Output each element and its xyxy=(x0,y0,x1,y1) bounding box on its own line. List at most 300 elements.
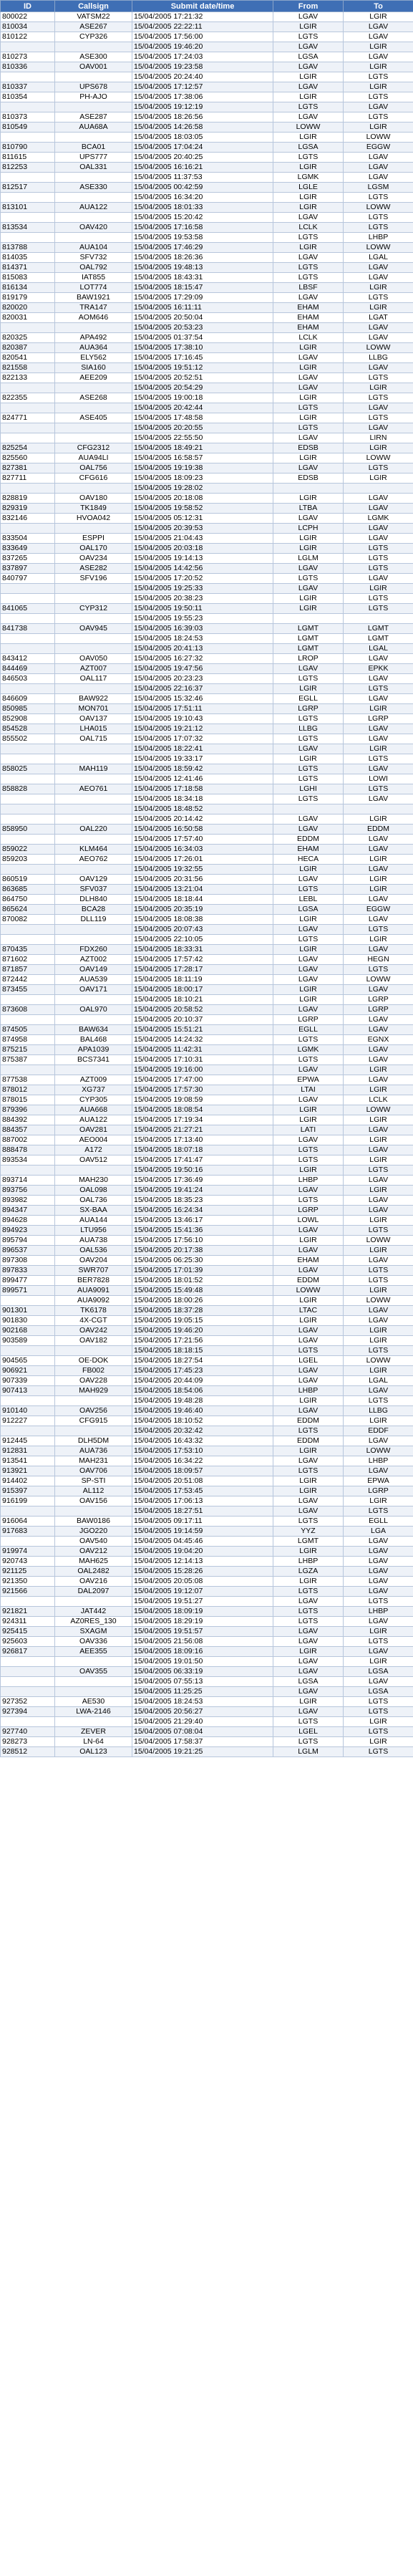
cell-submit-datetime: 15/04/2005 19:48:13 xyxy=(132,263,273,273)
cell-to: LGIR xyxy=(344,303,413,313)
table-row[interactable] xyxy=(1,92,413,102)
table-row[interactable] xyxy=(1,1456,413,1466)
table-row[interactable] xyxy=(1,1657,413,1667)
cell-to: LGAV xyxy=(344,173,413,183)
cell-submit-datetime: 15/04/2005 21:04:43 xyxy=(132,534,273,544)
cell-submit-datetime: 15/04/2005 22:55:50 xyxy=(132,433,273,443)
cell-id xyxy=(1,804,55,814)
cell-from: LGAV xyxy=(273,1687,344,1697)
cell-from: LGSA xyxy=(273,1677,344,1687)
cell-from: LGAV xyxy=(273,293,344,303)
table-row[interactable] xyxy=(1,233,413,243)
table-row[interactable] xyxy=(1,965,413,975)
table-row[interactable] xyxy=(1,945,413,955)
table-row[interactable] xyxy=(1,1035,413,1045)
table-row[interactable] xyxy=(1,1697,413,1707)
table-row[interactable] xyxy=(1,1286,413,1296)
cell-submit-datetime: 15/04/2005 19:21:25 xyxy=(132,1747,273,1757)
cell-from: LGIR xyxy=(273,72,344,82)
cell-callsign: AUA9092 xyxy=(55,1296,132,1306)
table-row[interactable] xyxy=(1,1376,413,1386)
cell-to: LGAV xyxy=(344,163,413,173)
cell-id xyxy=(1,383,55,393)
table-row[interactable] xyxy=(1,794,413,804)
table-row[interactable] xyxy=(1,223,413,233)
table-row[interactable] xyxy=(1,1506,413,1517)
table-row[interactable] xyxy=(1,393,413,403)
cell-from: LOWW xyxy=(273,1286,344,1296)
table-row[interactable] xyxy=(1,664,413,674)
table-row[interactable] xyxy=(1,1677,413,1687)
cell-from: LGTS xyxy=(273,1155,344,1166)
table-row[interactable] xyxy=(1,995,413,1005)
column-header-callsign[interactable]: Callsign xyxy=(55,1,132,12)
cell-from: LGTS xyxy=(273,1617,344,1627)
cell-id: 819179 xyxy=(1,293,55,303)
cell-to: LOWW xyxy=(344,1446,413,1456)
cell-callsign: DLH5DM xyxy=(55,1436,132,1446)
cell-to: LGAV xyxy=(344,1256,413,1266)
cell-from: LHBP xyxy=(273,1557,344,1567)
table-row[interactable] xyxy=(1,383,413,393)
table-row[interactable] xyxy=(1,423,413,433)
cell-submit-datetime: 15/04/2005 14:24:32 xyxy=(132,1035,273,1045)
table-row[interactable] xyxy=(1,544,413,554)
table-row[interactable] xyxy=(1,744,413,754)
table-row[interactable] xyxy=(1,403,413,413)
table-row[interactable] xyxy=(1,1737,413,1747)
cell-callsign xyxy=(55,383,132,393)
cell-from: LGMK xyxy=(273,173,344,183)
cell-submit-datetime: 15/04/2005 17:07:32 xyxy=(132,734,273,744)
cell-to: LGIR xyxy=(344,1366,413,1376)
table-row[interactable] xyxy=(1,694,413,704)
cell-submit-datetime: 15/04/2005 16:34:20 xyxy=(132,193,273,203)
cell-from: EDDM xyxy=(273,1276,344,1286)
cell-submit-datetime: 15/04/2005 18:10:52 xyxy=(132,1416,273,1426)
table-row[interactable] xyxy=(1,1326,413,1336)
table-row[interactable] xyxy=(1,173,413,183)
table-row[interactable] xyxy=(1,1085,413,1095)
table-row[interactable] xyxy=(1,1607,413,1617)
table-row[interactable] xyxy=(1,835,413,845)
table-row[interactable] xyxy=(1,463,413,474)
table-row[interactable] xyxy=(1,1196,413,1206)
table-row[interactable] xyxy=(1,333,413,343)
table-row[interactable] xyxy=(1,193,413,203)
table-row[interactable] xyxy=(1,1476,413,1486)
table-row[interactable] xyxy=(1,1216,413,1226)
cell-submit-datetime: 15/04/2005 20:38:23 xyxy=(132,594,273,604)
column-header-to[interactable]: To xyxy=(344,1,413,12)
table-row[interactable] xyxy=(1,1587,413,1597)
cell-to: LGTS xyxy=(344,1506,413,1517)
table-row[interactable] xyxy=(1,1125,413,1135)
table-row[interactable] xyxy=(1,1416,413,1426)
cell-from: EHAM xyxy=(273,303,344,313)
cell-to: LGMK xyxy=(344,514,413,524)
table-row[interactable] xyxy=(1,484,413,494)
table-row[interactable] xyxy=(1,102,413,112)
table-row[interactable] xyxy=(1,1145,413,1155)
table-row[interactable] xyxy=(1,1075,413,1085)
cell-submit-datetime: 15/04/2005 06:25:30 xyxy=(132,1256,273,1266)
cell-callsign: AEO761 xyxy=(55,784,132,794)
table-row[interactable] xyxy=(1,1005,413,1015)
table-row[interactable] xyxy=(1,804,413,814)
cell-from: LGAV xyxy=(273,1657,344,1667)
cell-from: LGIR xyxy=(273,363,344,373)
table-row[interactable] xyxy=(1,604,413,614)
table-row[interactable] xyxy=(1,654,413,664)
cell-callsign xyxy=(55,1426,132,1436)
cell-submit-datetime: 15/04/2005 17:46:29 xyxy=(132,243,273,253)
cell-callsign: KLM464 xyxy=(55,845,132,855)
cell-to: LOWW xyxy=(344,133,413,143)
cell-to: LGAL xyxy=(344,1376,413,1386)
table-row[interactable] xyxy=(1,303,413,313)
table-row[interactable] xyxy=(1,1667,413,1677)
table-row[interactable] xyxy=(1,1155,413,1166)
table-row[interactable] xyxy=(1,554,413,564)
cell-to: LGAV xyxy=(344,273,413,283)
table-row[interactable] xyxy=(1,183,413,193)
table-row[interactable] xyxy=(1,1577,413,1587)
cell-id: 825254 xyxy=(1,443,55,453)
table-row[interactable] xyxy=(1,564,413,574)
cell-callsign xyxy=(55,1396,132,1406)
table-row[interactable] xyxy=(1,153,413,163)
cell-submit-datetime: 15/04/2005 17:18:58 xyxy=(132,784,273,794)
cell-from: LGTS xyxy=(273,233,344,243)
cell-from: LGSA xyxy=(273,52,344,62)
cell-submit-datetime: 15/04/2005 16:27:32 xyxy=(132,654,273,664)
table-row[interactable] xyxy=(1,1557,413,1567)
table-row[interactable] xyxy=(1,1537,413,1547)
table-row[interactable] xyxy=(1,1386,413,1396)
table-row[interactable] xyxy=(1,504,413,514)
cell-to: LGAV xyxy=(344,333,413,343)
table-row[interactable] xyxy=(1,764,413,774)
table-row[interactable] xyxy=(1,1517,413,1527)
table-row[interactable] xyxy=(1,494,413,504)
cell-callsign: OAV137 xyxy=(55,714,132,724)
table-row[interactable] xyxy=(1,474,413,484)
table-row[interactable] xyxy=(1,32,413,42)
table-row[interactable] xyxy=(1,875,413,885)
table-row[interactable] xyxy=(1,1226,413,1236)
cell-id: 884357 xyxy=(1,1125,55,1135)
cell-to: LGAV xyxy=(344,403,413,413)
table-row[interactable] xyxy=(1,1336,413,1346)
cell-submit-datetime: 15/04/2005 17:56:00 xyxy=(132,32,273,42)
table-row[interactable] xyxy=(1,1627,413,1637)
cell-submit-datetime: 15/04/2005 18:37:28 xyxy=(132,1306,273,1316)
table-row[interactable] xyxy=(1,1105,413,1115)
table-row[interactable] xyxy=(1,253,413,263)
cell-callsign: OAV212 xyxy=(55,1547,132,1557)
table-row[interactable] xyxy=(1,524,413,534)
cell-from: LGAV xyxy=(273,12,344,22)
cell-callsign: BAW634 xyxy=(55,1025,132,1035)
cell-from: LGTS xyxy=(273,935,344,945)
cell-to: LGMT xyxy=(344,624,413,634)
table-row[interactable] xyxy=(1,1176,413,1186)
table-row[interactable] xyxy=(1,243,413,253)
table-row[interactable] xyxy=(1,1045,413,1055)
table-row[interactable] xyxy=(1,594,413,604)
cell-id: 812253 xyxy=(1,163,55,173)
cell-callsign: AUA94LI xyxy=(55,453,132,463)
table-row[interactable] xyxy=(1,52,413,62)
table-row[interactable] xyxy=(1,975,413,985)
table-row[interactable] xyxy=(1,22,413,32)
cell-callsign: OAV234 xyxy=(55,554,132,564)
table-row[interactable] xyxy=(1,1025,413,1035)
table-row[interactable] xyxy=(1,263,413,273)
table-row[interactable] xyxy=(1,443,413,453)
table-row[interactable] xyxy=(1,413,413,423)
cell-from: LOWL xyxy=(273,1216,344,1226)
cell-id: 858828 xyxy=(1,784,55,794)
table-row[interactable] xyxy=(1,1647,413,1657)
cell-id: 916064 xyxy=(1,1517,55,1527)
table-row[interactable] xyxy=(1,925,413,935)
cell-to: LOWI xyxy=(344,774,413,784)
table-row[interactable] xyxy=(1,363,413,373)
cell-to: LGIR xyxy=(344,283,413,293)
table-row[interactable] xyxy=(1,1597,413,1607)
table-row[interactable] xyxy=(1,42,413,52)
table-row[interactable] xyxy=(1,534,413,544)
table-row[interactable] xyxy=(1,12,413,22)
table-row[interactable] xyxy=(1,293,413,303)
cell-id: 863685 xyxy=(1,885,55,895)
column-header-submit-datetime[interactable]: Submit date/time xyxy=(132,1,273,12)
table-row[interactable] xyxy=(1,1446,413,1456)
column-header-id[interactable]: ID xyxy=(1,1,55,12)
cell-from: LGTS xyxy=(273,263,344,273)
table-row[interactable] xyxy=(1,915,413,925)
table-row[interactable] xyxy=(1,514,413,524)
cell-to: LGIR xyxy=(344,443,413,453)
table-row[interactable] xyxy=(1,433,413,443)
table-row[interactable] xyxy=(1,724,413,734)
cell-from: LGAV xyxy=(273,1266,344,1276)
table-row[interactable] xyxy=(1,784,413,794)
table-row[interactable] xyxy=(1,213,413,223)
table-row[interactable] xyxy=(1,814,413,825)
cell-id: 896537 xyxy=(1,1246,55,1256)
cell-callsign: CYP312 xyxy=(55,604,132,614)
cell-submit-datetime: 15/04/2005 20:32:42 xyxy=(132,1426,273,1436)
table-row[interactable] xyxy=(1,614,413,624)
cell-submit-datetime: 15/04/2005 18:08:38 xyxy=(132,915,273,925)
table-row[interactable] xyxy=(1,734,413,744)
table-row[interactable] xyxy=(1,163,413,173)
cell-callsign: AUA364 xyxy=(55,343,132,353)
cell-from: LGAV xyxy=(273,744,344,754)
table-row[interactable] xyxy=(1,1687,413,1697)
table-row[interactable] xyxy=(1,1637,413,1647)
cell-callsign: OAV050 xyxy=(55,654,132,664)
cell-to: LGAV xyxy=(344,734,413,744)
cell-to: LHBP xyxy=(344,233,413,243)
table-row[interactable] xyxy=(1,283,413,293)
cell-callsign: AEO004 xyxy=(55,1135,132,1145)
cell-callsign: BAW1921 xyxy=(55,293,132,303)
cell-callsign: VATSM22 xyxy=(55,12,132,22)
table-row[interactable] xyxy=(1,1496,413,1506)
table-row[interactable] xyxy=(1,624,413,634)
cell-callsign: OAV512 xyxy=(55,1155,132,1166)
table-row[interactable] xyxy=(1,684,413,694)
table-row[interactable] xyxy=(1,1356,413,1366)
table-row[interactable] xyxy=(1,885,413,895)
cell-submit-datetime: 15/04/2005 17:28:17 xyxy=(132,965,273,975)
table-row[interactable] xyxy=(1,865,413,875)
table-row[interactable] xyxy=(1,343,413,353)
table-row[interactable] xyxy=(1,1717,413,1727)
cell-submit-datetime: 15/04/2005 19:46:40 xyxy=(132,1406,273,1416)
table-row[interactable] xyxy=(1,62,413,72)
cell-from: LGAV xyxy=(273,213,344,223)
column-header-from[interactable]: From xyxy=(273,1,344,12)
table-row[interactable] xyxy=(1,1055,413,1065)
table-row[interactable] xyxy=(1,584,413,594)
table-row[interactable] xyxy=(1,1466,413,1476)
cell-id xyxy=(1,423,55,433)
cell-from: LGTS xyxy=(273,1055,344,1065)
table-row[interactable] xyxy=(1,143,413,153)
table-row[interactable] xyxy=(1,82,413,92)
cell-callsign: JGO220 xyxy=(55,1527,132,1537)
table-row[interactable] xyxy=(1,825,413,835)
cell-to: LGRP xyxy=(344,995,413,1005)
table-row[interactable] xyxy=(1,313,413,323)
table-row[interactable] xyxy=(1,122,413,133)
cell-to xyxy=(344,484,413,494)
table-row[interactable] xyxy=(1,1166,413,1176)
cell-from: LGTS xyxy=(273,774,344,784)
table-row[interactable] xyxy=(1,1065,413,1075)
table-row[interactable] xyxy=(1,1346,413,1356)
table-row[interactable] xyxy=(1,1296,413,1306)
table-row[interactable] xyxy=(1,1617,413,1627)
table-row[interactable] xyxy=(1,855,413,865)
table-row[interactable] xyxy=(1,905,413,915)
table-row[interactable] xyxy=(1,112,413,122)
table-row[interactable] xyxy=(1,203,413,213)
table-row[interactable] xyxy=(1,935,413,945)
table-row[interactable] xyxy=(1,714,413,724)
cell-to: LGAV xyxy=(344,323,413,333)
cell-callsign xyxy=(55,1597,132,1607)
table-row[interactable] xyxy=(1,323,413,333)
cell-to: LGAV xyxy=(344,1436,413,1446)
table-row[interactable] xyxy=(1,634,413,644)
cell-callsign xyxy=(55,835,132,845)
table-row[interactable] xyxy=(1,644,413,654)
table-row[interactable] xyxy=(1,1015,413,1025)
cell-callsign: OAL2482 xyxy=(55,1567,132,1577)
cell-to: LGAV xyxy=(344,524,413,534)
cell-to: LGTS xyxy=(344,1727,413,1737)
cell-to: EGGW xyxy=(344,143,413,153)
table-row[interactable] xyxy=(1,453,413,463)
cell-to: LGAV xyxy=(344,1466,413,1476)
cell-id: 894923 xyxy=(1,1226,55,1236)
cell-from: EHAM xyxy=(273,1256,344,1266)
table-row[interactable] xyxy=(1,1206,413,1216)
cell-callsign: PH-AJO xyxy=(55,92,132,102)
table-row[interactable] xyxy=(1,574,413,584)
table-row[interactable] xyxy=(1,1486,413,1496)
table-row[interactable] xyxy=(1,704,413,714)
cell-from: LGIR xyxy=(273,343,344,353)
table-row[interactable] xyxy=(1,1266,413,1276)
cell-submit-datetime: 15/04/2005 17:56:10 xyxy=(132,1236,273,1246)
table-row[interactable] xyxy=(1,845,413,855)
table-row[interactable] xyxy=(1,1246,413,1256)
cell-submit-datetime: 15/04/2005 15:49:48 xyxy=(132,1286,273,1296)
cell-from: LGIR xyxy=(273,1476,344,1486)
table-row[interactable] xyxy=(1,1567,413,1577)
table-row[interactable] xyxy=(1,353,413,363)
cell-id: 904565 xyxy=(1,1356,55,1366)
table-row[interactable] xyxy=(1,1236,413,1246)
table-row[interactable] xyxy=(1,1747,413,1757)
table-row[interactable] xyxy=(1,1115,413,1125)
table-row[interactable] xyxy=(1,133,413,143)
table-row[interactable] xyxy=(1,774,413,784)
table-row[interactable] xyxy=(1,754,413,764)
table-row[interactable] xyxy=(1,1135,413,1145)
table-row[interactable] xyxy=(1,674,413,684)
table-row[interactable] xyxy=(1,1276,413,1286)
cell-callsign xyxy=(55,213,132,223)
table-row[interactable] xyxy=(1,1406,413,1416)
table-row[interactable] xyxy=(1,955,413,965)
table-row[interactable] xyxy=(1,1366,413,1376)
table-row[interactable] xyxy=(1,1436,413,1446)
cell-to: LOWW xyxy=(344,1296,413,1306)
cell-callsign: OAV228 xyxy=(55,1376,132,1386)
table-row[interactable] xyxy=(1,1426,413,1436)
table-row[interactable] xyxy=(1,1316,413,1326)
cell-callsign xyxy=(55,925,132,935)
table-row[interactable] xyxy=(1,1256,413,1266)
table-row[interactable] xyxy=(1,273,413,283)
table-row[interactable] xyxy=(1,373,413,383)
table-row[interactable] xyxy=(1,1095,413,1105)
cell-callsign: AL112 xyxy=(55,1486,132,1496)
table-row[interactable] xyxy=(1,1396,413,1406)
table-row[interactable] xyxy=(1,72,413,82)
table-row[interactable] xyxy=(1,1547,413,1557)
table-row[interactable] xyxy=(1,1727,413,1737)
table-row[interactable] xyxy=(1,1527,413,1537)
cell-submit-datetime: 15/04/2005 19:32:55 xyxy=(132,865,273,875)
cell-id: 893714 xyxy=(1,1176,55,1186)
table-row[interactable] xyxy=(1,895,413,905)
table-row[interactable] xyxy=(1,1186,413,1196)
cell-to: LHBP xyxy=(344,1607,413,1617)
table-row[interactable] xyxy=(1,1707,413,1717)
table-row[interactable] xyxy=(1,985,413,995)
cell-id: 925415 xyxy=(1,1627,55,1637)
table-row[interactable] xyxy=(1,1306,413,1316)
